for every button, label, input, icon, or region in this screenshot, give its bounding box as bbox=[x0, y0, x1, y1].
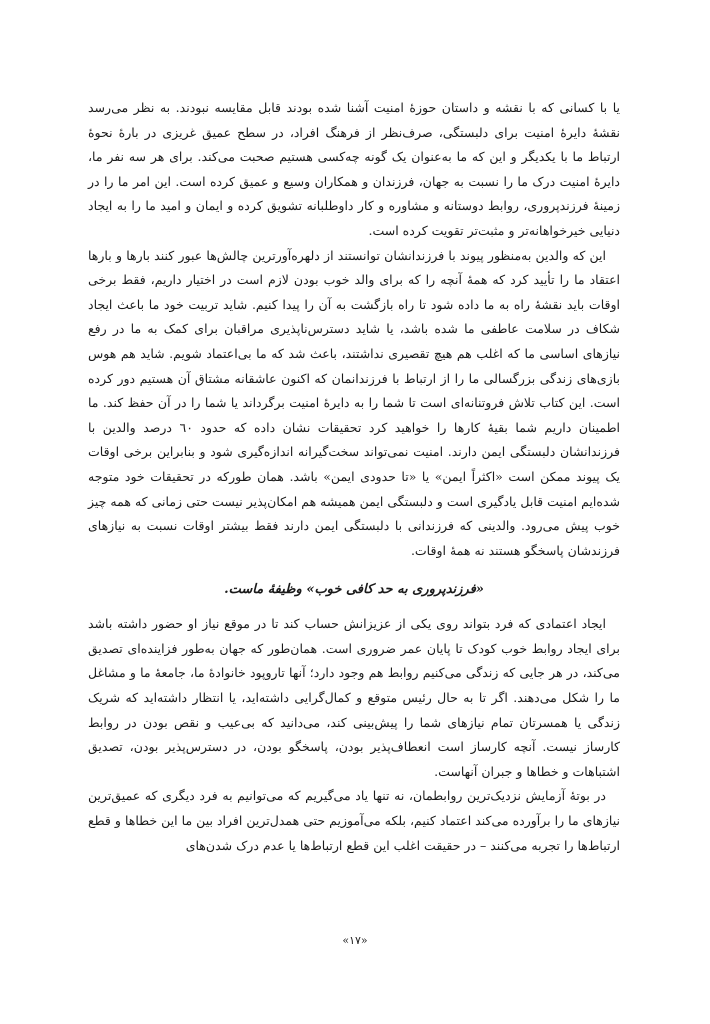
paragraph-3: ایجاد اعتمادی که فرد بتواند روی یکی از عزیزانش حساب کند تا در موقع نیاز او حضور داشته باشد برای ایجاد روابط خوب کودک تا پایان عمر ضروری است. همان‌طور که جهان به‌طور فزاینده‌ای تصدیق می‌کند، در هر جایی که زندگی می‌کنیم روابط هم وجود دارد؛ آنها تارو‌پود خانوادۀ ما، جامعۀ ما و مشاغل ما را شکل می‌دهند. اگر تا به حال رئیس متوقع و کمال‌گرایی داشته‌اید، یا انتظار داشته‌اید که شریک زندگی یا همسرتان تمام نیازهای شما را پیش‌بینی کند، می‌دانید که بی‌عیب و نقص بودن در روابط کارساز نیست. آنچه کارساز است انعطاف‌پذیر بودن، پاسخگو بودن، در دسترس‌پذیر بودن، تصدیق اشتباهات و خطاها و جبران آنهاست. bbox=[88, 616, 620, 779]
section-heading: «فرزندپروری به حد کافی خوب» وظیفۀ ماست. bbox=[224, 582, 484, 598]
paragraph-4: در بوتۀ آزمایش نزدیک‌ترین روابطمان، نه تنها یاد می‌گیریم که می‌توانیم به فرد دیگری که عمیق‌ترین نیازهای ما را برآورده می‌کند اعتماد کنیم، بلکه می‌آموزیم حتی همدل‌ترین افراد بین ما این خطاها و قطع ارتباط‌ها را تجربه می‌کنند – در حقیقت اغلب این قطع ارتباط‌ها یا عدم درک شدن‌های bbox=[88, 788, 620, 853]
paragraph-2: این که والدین به‌منظور پیوند با فرزندانشان توانستند از دلهره‌آورترین چالش‌ها عبور کنند بارها و بارها اعتقاد ما را تأیید کرد که همۀ آنچه را که برای والد خوب بودن لازم است در اختیار داریم، فقط برخی اوقات باید نقشۀ راه به ما داده شود تا راه بازگشت به آن را پیدا کنیم. شاید تربیت خود ما باعث ایجاد شکاف در سلامت عاطفی ما شده باشد، یا شاید دسترس‌ناپذیری مراقبان برای کمک به ما در رفع نیازهای اساسی ما که اغلب هم هیچ تقصیری نداشتند، باعث شد که ما بی‌اعتماد شویم. شاید هم هوس بازی‌های زندگی بزرگسالی ما را از ارتباط با فرزندانمان که اکنون عاشقانه مشتاق آن هستیم دور کرده است. این کتاب تلاش فروتنانه‌ای است تا شما را به دایرۀ امنیت برگرداند یا شما را در آن حفظ کند. ما اطمینان داریم شما بقیۀ کارها را خواهید کرد تحقیقات نشان داده که حدود ٦٠ درصد والدین با فرزندانشان دلبستگی ایمن دارند. امنیت نمی‌تواند سخت‌گیرانه اندازه‌گیری شود و بنابراین برخی اوقات یک پیوند ممکن است «اکثراً ایمن» یا «تا حدودی ایمن» باشد. همان طورکه در تحقیقات خود متوجه شده‌ایم امنیت قابل یادگیری است و دلبستگی ایمن همیشه هم امکان‌پذیر نیست حتی زمانی که همه چیز خوب پیش می‌رود. والدینی که فرزندانی با دلبستگی ایمن دارند فقط بیشتر اوقات نسبت به نیازهای فرزندشان پاسخگو هستند نه همۀ اوقات. bbox=[88, 247, 620, 558]
page-body bbox=[88, 96, 620, 858]
paragraph-1: یا با کسانی که با نقشه و داستان حوزۀ امنیت آشنا شده بودند قابل مقایسه نبودند. به نظر می‌رسد نقشۀ دایرۀ امنیت برای دلبستگی، صرف‌نظر از فرهنگ افراد، در سطح عمیق غریزی در بارۀ نحوۀ ارتباط ما با یکدیگر و این که ما به‌عنوان یک گونه چه‌کسی هستیم صحبت می‌کند. برای هر سه نفر ما، دایرۀ امنیت درک ما را نسبت به جهان، فرزندان و همکاران وسیع و عمیق کرده است. این امر ما را در زمینۀ فرزندپروری، روابط دوستانه و مشاوره و کار داوطلبانه تشویق کرده و ایمان و امید ما را به ایجاد دنیایی خیرخواهانه‌تر و مثبت‌تر تقویت کرده است. bbox=[88, 100, 620, 238]
page-number: «١٧» bbox=[342, 934, 368, 947]
